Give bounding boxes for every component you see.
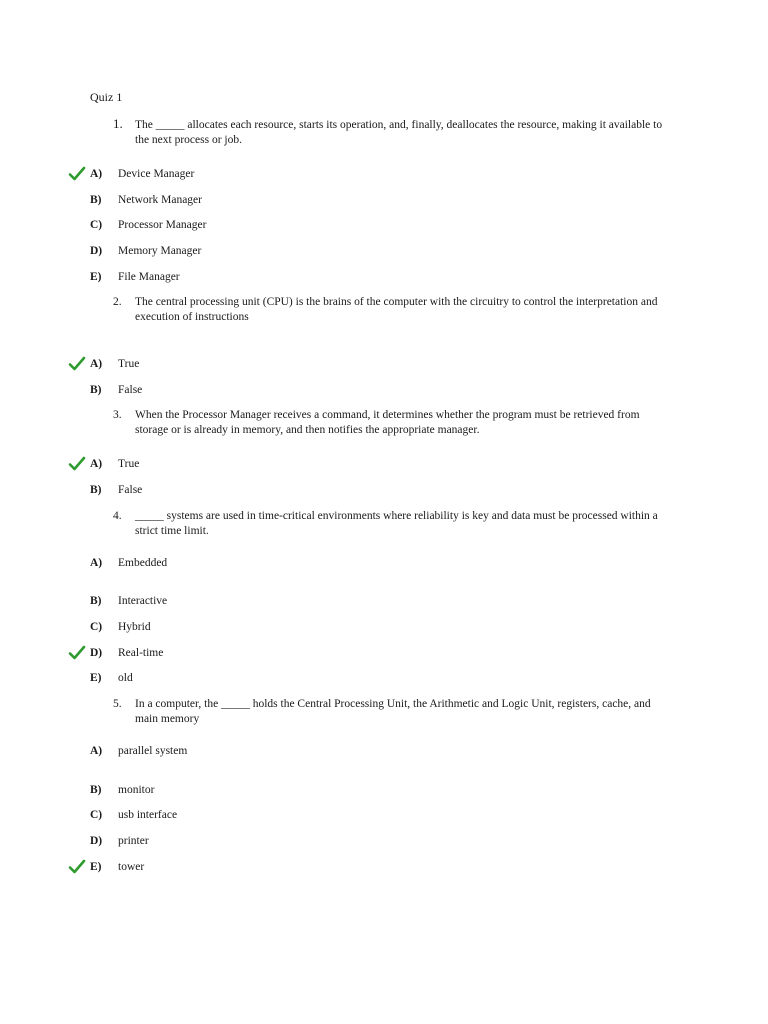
- question-text: The _____ allocates each resource, starts its operation, and, finally, deallocates the resource, making it available to the next process or job.: [135, 119, 663, 146]
- question-number: 1.: [113, 116, 123, 131]
- question-5: [113, 697, 673, 727]
- answer-letter: A): [90, 557, 103, 569]
- answer-label: File Manager: [118, 271, 180, 283]
- answer-letter: E): [90, 672, 102, 684]
- question-2: [113, 295, 673, 325]
- answer-letter: A): [90, 745, 103, 757]
- answer-label: Network Manager: [118, 194, 202, 206]
- answer-letter: A): [90, 458, 103, 470]
- question-number: 4.: [113, 510, 122, 522]
- answer-label: usb interface: [118, 809, 178, 821]
- answer-letter: B): [90, 595, 102, 607]
- question-text: In a computer, the _____ holds the Central Processing Unit, the Arithmetic and Logic Unit, registers, cache, and main memory: [135, 698, 651, 725]
- answer-letter: D): [90, 647, 103, 659]
- answer-letter: C): [90, 621, 103, 633]
- checkmark-icon: [68, 355, 86, 373]
- checkmark-icon: [68, 165, 86, 183]
- answer-label: old: [118, 672, 133, 684]
- answer-label: True: [118, 358, 140, 370]
- answer-label: monitor: [118, 784, 155, 796]
- question-text: When the Processor Manager receives a command, it determines whether the program must be retrieved from storage or is already in memory, and then notifies the appropriate manager.: [135, 409, 640, 436]
- question-4: [113, 509, 673, 539]
- answer-label: Processor Manager: [118, 219, 207, 231]
- answer-letter: D): [90, 835, 103, 847]
- question-number: 3.: [113, 409, 122, 421]
- question-text: The central processing unit (CPU) is the brains of the computer with the circuitry to control the interpretation and execution of instructions: [135, 296, 658, 323]
- checkmark-icon: [68, 644, 86, 662]
- question-number: 5.: [113, 698, 122, 710]
- answer-letter: C): [90, 809, 103, 821]
- answer-letter: B): [90, 784, 102, 796]
- answer-letter: A): [90, 358, 103, 370]
- answer-label: Hybrid: [118, 621, 151, 633]
- question-1: [113, 118, 673, 148]
- checkmark-icon: [68, 455, 86, 473]
- answer-label: Device Manager: [118, 168, 195, 180]
- answer-label: Memory Manager: [118, 245, 202, 257]
- checkmark-icon: [68, 858, 86, 876]
- answer-letter: E): [90, 861, 102, 873]
- answer-label: False: [118, 484, 143, 496]
- answer-label: tower: [118, 861, 145, 873]
- answer-label: False: [118, 384, 143, 396]
- answer-letter: E): [90, 271, 102, 283]
- answer-label: printer: [118, 835, 149, 847]
- answer-letter: B): [90, 194, 102, 206]
- answer-letter: D): [90, 245, 103, 257]
- answer-label: Real-time: [118, 647, 164, 659]
- answer-label: Interactive: [118, 595, 168, 607]
- answer-letter: B): [90, 384, 102, 396]
- answer-letter: C): [90, 219, 103, 231]
- answer-letter: B): [90, 484, 102, 496]
- answer-label: Embedded: [118, 557, 168, 569]
- answer-label: parallel system: [118, 745, 188, 757]
- question-number: 2.: [113, 296, 122, 308]
- question-text: _____ systems are used in time-critical environments where reliability is key and data must be processed within a strict time limit.: [135, 510, 658, 537]
- answer-letter: A): [90, 168, 103, 180]
- quiz-title: Quiz 1: [90, 90, 123, 104]
- answer-label: True: [118, 458, 140, 470]
- question-3: [113, 408, 673, 438]
